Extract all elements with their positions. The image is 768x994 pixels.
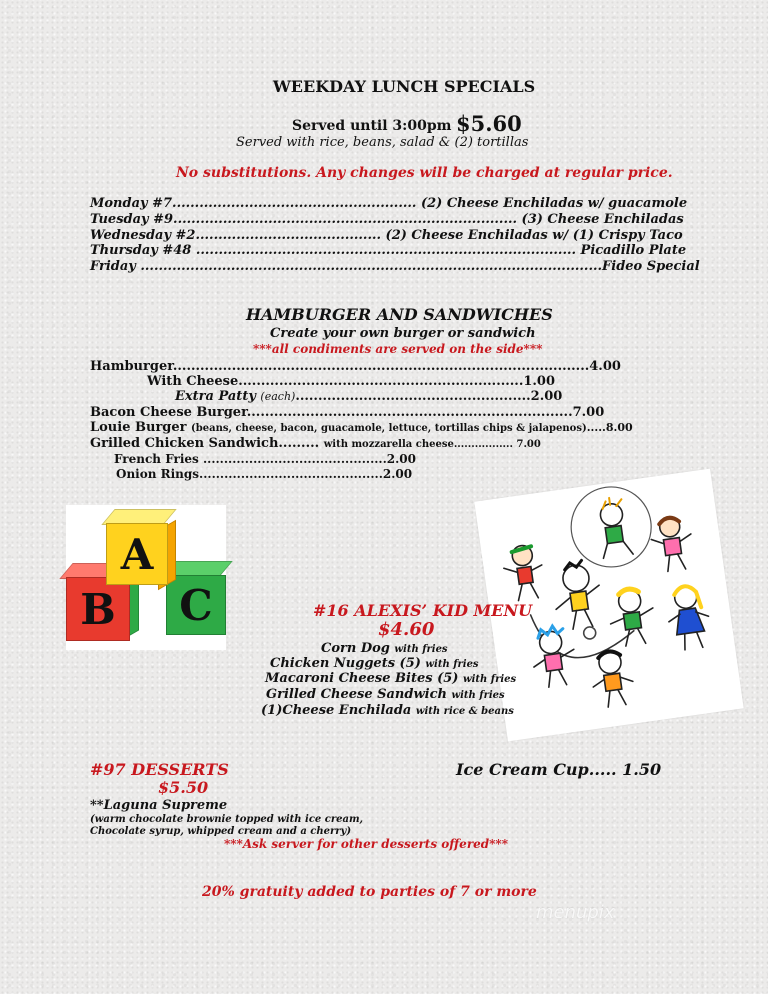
block-c: C	[166, 575, 226, 635]
list-item	[321, 641, 448, 656]
kids-item-with: with rice & beans	[415, 706, 514, 717]
with-cheese-item: With Cheese...............................................................1.00	[147, 374, 556, 389]
ice-cream-cup-item: Ice Cream Cup..... 1.50	[456, 760, 662, 779]
hamburger-item: Hamburger............................................................................................4.00	[90, 359, 621, 374]
desserts-note: ***Ask server for other desserts offered***	[224, 837, 508, 851]
grilled-chicken-item	[90, 436, 541, 451]
kids-item-with: with fries	[425, 659, 479, 670]
extra-patty-price: ....................................................2.00	[295, 389, 563, 404]
laguna-supreme-item: **Laguna Supreme	[90, 798, 228, 813]
kids-item-name: Chicken Nuggets (5)	[270, 656, 421, 671]
louie-burger-desc: (beans, cheese, bacon, guacamole, lettuce, tortillas chips & jalapenos)	[191, 423, 587, 434]
grilled-chicken-label: Grilled Chicken Sandwich.........	[90, 436, 320, 451]
list-item	[261, 703, 514, 718]
laguna-supreme-desc-1: (warm chocolate brownie topped with ice cream,	[90, 814, 364, 825]
laguna-supreme-desc-2: Chocolate syrup, whipped cream and a cherry)	[90, 826, 352, 837]
kids-item-name: Corn Dog	[321, 641, 390, 656]
kids-item-name: Grilled Cheese Sandwich	[266, 687, 447, 702]
list-item	[266, 687, 505, 702]
burgers-title: HAMBURGER AND SANDWICHES	[246, 305, 553, 324]
watermark: menupix	[536, 902, 615, 923]
list-item: Monday #7...................................................... (2) Cheese Enchiladas w/ guacamole	[90, 196, 688, 211]
kids-menu-price: $4.60	[378, 619, 435, 640]
burgers-subtitle: Create your own burger or sandwich	[270, 326, 536, 341]
list-item	[270, 656, 479, 671]
block-b: B	[66, 577, 130, 641]
list-item: Thursday #48 .................................................................................... Picadillo Plate	[90, 243, 687, 258]
extra-patty-each: (each)	[260, 390, 296, 403]
lunch-served-with: Served with rice, beans, salad & (2) tortillas	[236, 135, 529, 150]
gratuity-note: 20% gratuity added to parties of 7 or more	[202, 884, 537, 900]
lunch-notice: No substitutions. Any changes will be charged at regular price.	[176, 165, 673, 181]
louie-burger-label: Louie Burger	[90, 420, 187, 435]
list-item: Friday ......................................................................................................Fideo Special	[90, 259, 700, 274]
onion-rings-item: Onion Rings............................................2.00	[116, 467, 413, 481]
list-item: Tuesday #9............................................................................ (3) Cheese Enchiladas	[90, 212, 684, 227]
desserts-price: $5.50	[158, 778, 209, 797]
burgers-note: ***all condiments are served on the side***	[253, 342, 543, 356]
kids-item-name: (1)Cheese Enchilada	[261, 703, 412, 718]
list-item: Wednesday #2......................................... (2) Cheese Enchiladas w/ (1) Crispy Taco	[90, 228, 683, 243]
kids-item-with: with fries	[462, 674, 517, 685]
louie-burger-item	[90, 420, 633, 435]
extra-patty-item	[175, 389, 562, 404]
extra-patty-label: Extra Patty	[175, 389, 256, 404]
abc-blocks-image	[66, 505, 226, 650]
french-fries-item: French Fries ............................................2.00	[114, 452, 417, 466]
list-item	[265, 671, 516, 686]
grilled-chicken-desc: with mozzarella cheese................. 7.00	[323, 439, 541, 450]
desserts-title: #97 DESSERTS	[90, 760, 229, 779]
bacon-cheese-burger-item: Bacon Cheese Burger........................................................................7.00	[90, 405, 605, 420]
lunch-served: Served until 3:00pm	[292, 118, 452, 134]
lunch-title: WEEKDAY LUNCH SPECIALS	[272, 77, 536, 96]
kids-item-name: Macaroni Cheese Bites (5)	[265, 671, 459, 686]
kids-menu-title: #16 ALEXIS’ KID MENU	[313, 601, 533, 620]
lunch-price: $5.60	[456, 111, 522, 136]
kids-item-with: with fries	[394, 644, 448, 655]
block-a: A	[106, 523, 168, 585]
louie-burger-price: .....8.00	[586, 421, 633, 434]
kids-item-with: with fries	[451, 690, 505, 701]
